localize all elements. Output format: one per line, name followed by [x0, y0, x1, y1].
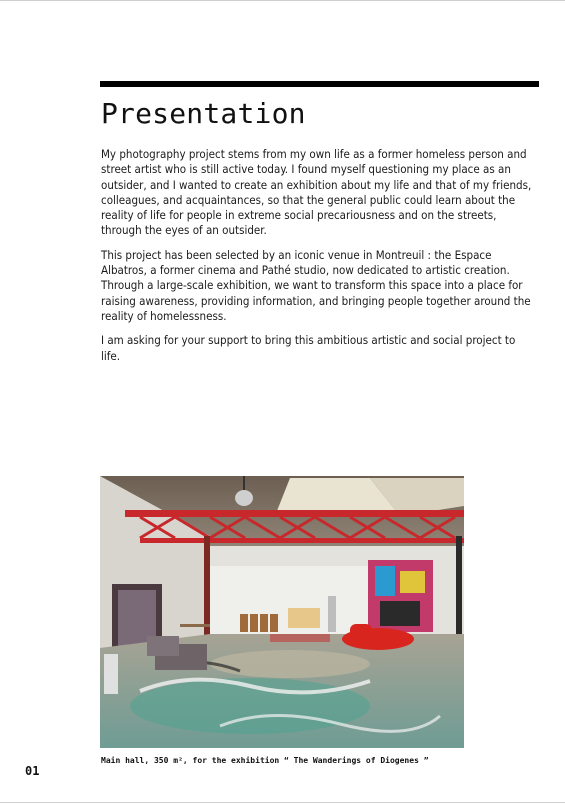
photo-caption: Main hall, 350 m², for the exhibition “ The Wanderings of Diogenes ” [101, 756, 429, 765]
paragraph-3: I am asking for your support to bring this ambitious artistic and social project to life. [101, 333, 516, 363]
page-top-border [0, 0, 565, 1]
exhibition-hall-photo [100, 476, 464, 748]
page-number: 01 [25, 764, 40, 778]
paragraph-2: This project has been selected by an iconic venue in Montreuil : the Espace Albatros, a former cinema and Pathé studio, now dedicated to artistic creation. Through a large-scale exhibition, we want to transform this space into a place for raising awareness, providing information, and bringing people together around the reality of homelessness. [101, 247, 531, 323]
body-text [101, 147, 537, 373]
paragraph-1: My photography project stems from my own life as a former homeless person and street artist who is still active today. I found myself questioning my place as an outsider, and I wanted to create an exhibition about my life and that of my friends, colleagues, and acquaintances, so that the general public could learn about the reality of life for people in extreme social precariousness and on the streets, through the eyes of an outsider. [101, 147, 532, 238]
title-rule [100, 81, 539, 87]
page-title: Presentation [101, 97, 306, 130]
page-bottom-border [0, 802, 565, 803]
